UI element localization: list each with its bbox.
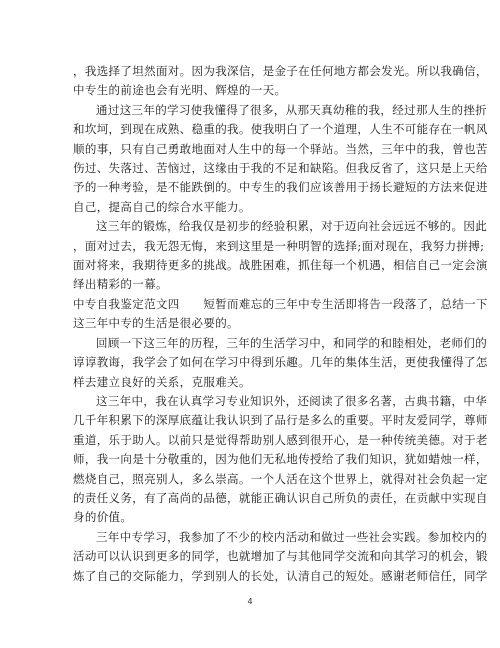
- text-line: 通过这三年的学习使我懂得了很多，从那天真幼稚的我，经过那人生的挫折: [96, 102, 488, 117]
- text-line: 伤过、失落过、苦恼过，这缘由于我的不足和缺陷。但我反省了，这只是上天给: [73, 161, 488, 176]
- text-line: 中专生的前途也会有光明、辉煌的一天。: [73, 83, 287, 98]
- text-line: 绎出精彩的一幕。: [73, 277, 168, 292]
- text-line: 几千年积累下的深厚底蕴让我认识到了品行是多么的重要。平时友爱同学，尊师: [73, 413, 488, 428]
- text-line: 炼了自己的交际能力，学到别人的长处，认清自己的短处。感谢老师信任，同学: [73, 568, 488, 583]
- text-line: 这三年的锻炼，给我仅是初步的经验积累，对于迈向社会远远不够的。因此: [96, 219, 488, 234]
- text-line: 重道，乐于助人。以前只是觉得帮助别人感到很开心，是一种传统美德。对于老: [73, 432, 488, 447]
- text-line: 师，我一向是十分敬重的，因为他们无私地传授给了我们知识，犹如蜡烛一样，: [73, 452, 488, 467]
- text-line: 这三年中专的生活是很必要的。: [73, 316, 239, 331]
- text-line: 的责任义务，有了高尚的品德，就能正确认识自己所负的责任，在贡献中实现自: [73, 490, 488, 505]
- text-line: ，面对过去，我无怨无悔，来到这里是一种明智的选择;面对现在，我努力拼搏;: [73, 238, 485, 253]
- text-line: 顺的事，只有自己勇敢地面对人生中的每一个驿站。当然，三年中的我，曾也苦: [73, 141, 488, 156]
- text-line: ，我选择了坦然面对。因为我深信，是金子在任何地方都会发光。所以我确信，: [73, 64, 488, 78]
- text-line: 中专自我鉴定范文四 短暂而难忘的三年中专生活即将告一段落了，总结一下: [73, 296, 488, 311]
- text-line: 自己，提高自己的综合水平能力。: [73, 199, 251, 214]
- text-line: 这三年中，我在认真学习专业知识外，还阅读了很多名著，古典书籍，中华: [96, 393, 488, 408]
- page-number: 4: [247, 597, 253, 606]
- text-line: 予的一种考验，是不能跌倒的。中专生的我们应该善用于扬长避短的方法来促进: [73, 180, 488, 195]
- text-line: 样去建立良好的关系，克服难关。: [73, 374, 251, 389]
- document-text: [73, 62, 488, 586]
- text-line: 身的价值。: [73, 510, 133, 525]
- text-line: 回顾一下这三年的历程，三年的生活学习中，和同学的和睦相处，老师们的: [96, 335, 488, 350]
- text-line: 活动可以认识到更多的同学，也就增加了与其他同学交流和向其学习的机会，锻: [73, 549, 488, 564]
- text-line: 三年中专学习，我参加了不少的校内活动和做过一些社会实践。参加校内的: [96, 529, 488, 544]
- text-line: 和坎坷，到现在成熟、稳重的我。使我明白了一个道理，人生不可能存在一帆风: [73, 122, 488, 137]
- document-body: [73, 62, 488, 586]
- text-line: 面对将来，我期待更多的挑战。战胜困难，抓住每一个机遇，相信自己一定会演: [73, 258, 488, 273]
- text-line: 谆谆教诲，我学会了如何在学习中得到乐趣。几年的集体生活，更使我懂得了怎: [73, 355, 488, 370]
- text-line: 燃烧自己，照亮别人，多么崇高。一个人活在这个世界上，就得对社会负起一定: [73, 471, 488, 486]
